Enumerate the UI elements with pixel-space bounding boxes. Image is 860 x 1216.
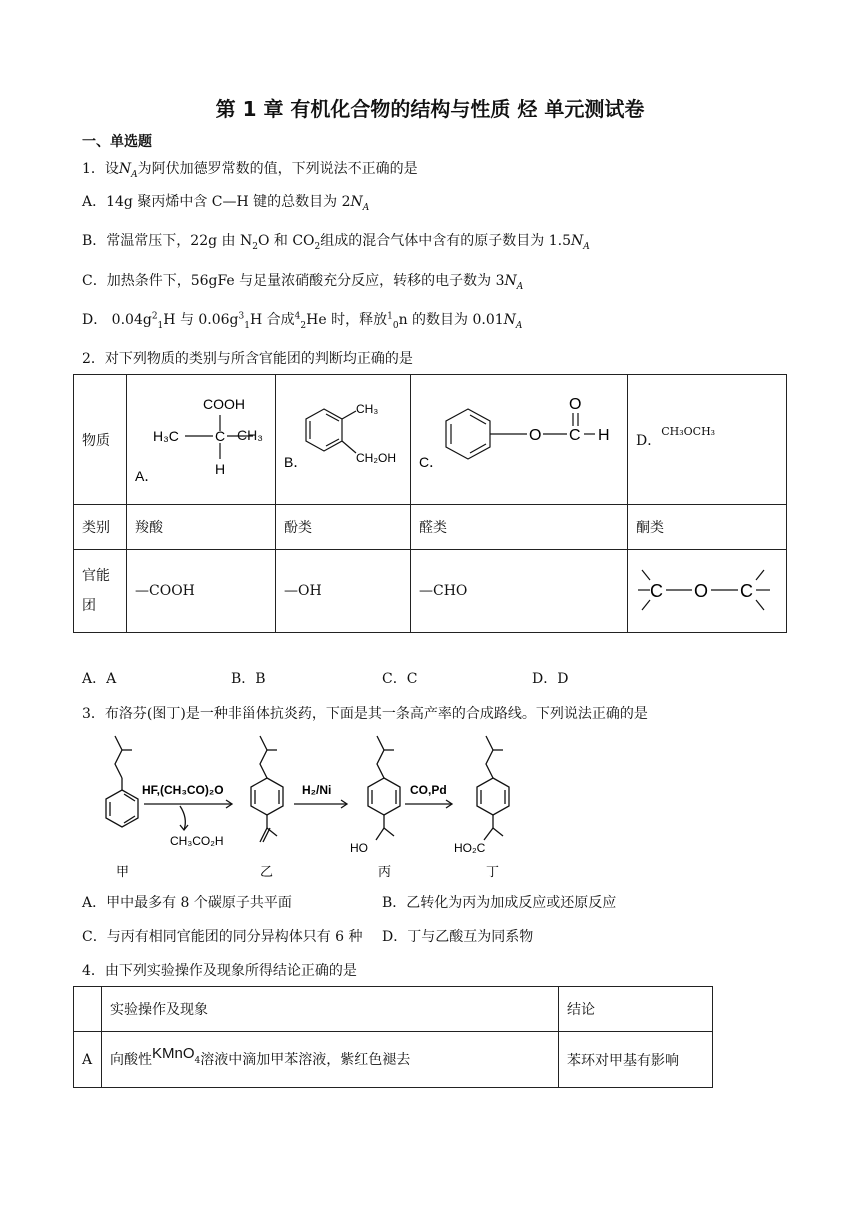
option-letter-d: D． [636,432,662,449]
row-label-substance: 物质 [74,375,127,505]
c-c: C [569,427,581,444]
group-d [628,550,787,633]
group-c: —CHO [411,550,628,633]
q4-row-op: 向酸性KMnO$_4$溶液中滴加甲苯溶液，紫红色褪去 [102,1032,559,1088]
structure-c [411,375,627,500]
class-b: 酚类 [276,505,411,550]
row-label-group: 官能团 [74,550,127,633]
ether-c1: C [650,581,663,601]
q4-header-conclusion: 结论 [559,987,713,1032]
row-label-class: 类别 [74,505,127,550]
label-ding: 丁 [486,864,500,879]
class-c: 醛类 [411,505,628,550]
q2-choice-d: D．D [532,671,569,687]
reagent-2: H₂/Ni [302,783,332,797]
option-letter-c: C． [419,454,444,470]
a-c: C [215,428,226,444]
q1-option-a: A．14g 聚丙烯中含 C—H 键的总数目为 $2N_A$ [82,194,370,213]
q4-header-blank [74,987,102,1032]
q4-row-conclusion: 苯环对甲基有影响 [559,1032,713,1088]
b-ch3: CH₃ [356,402,379,416]
q3-option-a: A．甲中最多有 8 个碳原子共平面 [82,895,292,911]
label-jia: 甲 [116,864,130,879]
q2-stem: 2．对下列物质的类别与所含官能团的判断均正确的是 [82,351,413,367]
a-h3c: H₃C [153,428,179,444]
class-a: 羧酸 [127,505,276,550]
q2-cell-c [411,375,628,505]
a-h: H [215,461,226,477]
label-yi: 乙 [260,864,274,879]
option-letter-a: A． [135,468,159,484]
q2-table [73,374,787,633]
q1-stem: 1．设$N_A$为阿伏加德罗常数的值，下列说法不正确的是 [82,161,418,180]
q3-stem: 3．布洛芬(图丁)是一种非甾体抗炎药，下面是其一条高产率的合成路线。下列说法正确的是 [82,706,648,722]
a-cooh: COOH [203,396,245,412]
reagent-3: CO,Pd [410,783,447,797]
c-o2: O [569,396,582,413]
a-ch3-label: CH₃ [237,427,263,443]
ho-label: HO [350,841,368,855]
q4-table [73,986,713,1088]
structure-b [276,375,410,500]
page-title: 第 1 章 有机化合物的结构与性质 烃 单元测试卷 [215,97,645,121]
reagent-1: HF,(CH₃CO)₂O [142,783,224,797]
q1-option-c: C．加热条件下，56gFe 与足量浓硝酸充分反应，转移的电子数为 $3N_A$ [82,273,524,292]
q3-option-d: D．丁与乙酸互为同系物 [382,929,534,945]
c-o: O [529,427,542,444]
q4-stem: 4．由下列实验操作及现象所得结论正确的是 [82,963,357,979]
option-letter-b: B． [284,454,308,470]
q2-choice-c: C．C [382,671,418,687]
b-ch2oh: CH₂OH [356,451,396,465]
q2-cell-a [127,375,276,505]
q1-option-d: D． $0.04g^2_1H$ 与 $0.06g^3_1H$ 合成$^4_2$He 时，释放$^1_0$n 的数目为 $0.01N_A$ [82,311,523,331]
q4-header-op: 实验操作及现象 [102,987,559,1032]
q3-option-b: B．乙转化为丙为加成反应或还原反应 [382,895,617,911]
d-formula: CH₃OCH₃ [661,424,716,438]
ether-group [628,550,786,628]
ether-c2: C [740,581,753,601]
q2-choice-a: A．A [82,671,117,687]
q3-option-c: C．与丙有相同官能团的同分异构体只有 6 种 [82,929,363,945]
q2-cell-d [628,375,787,505]
ether-o: O [694,581,709,601]
c-h: H [598,427,610,444]
synthesis-route [80,728,720,883]
group-b: —OH [276,550,411,633]
q2-choice-b: B．B [231,671,266,687]
group-a: —COOH [127,550,276,633]
q4-row-letter: A [74,1032,102,1088]
label-bing: 丙 [378,864,392,879]
ho2c-label: HO₂C [454,841,486,855]
class-d: 酮类 [628,505,787,550]
q2-cell-b [276,375,411,505]
byproduct: CH₃CO₂H [170,834,224,848]
section-heading: 一、单选题 [82,134,152,150]
q1-option-b: B．常温常压下，22g 由 $N_2O$ 和 $CO_2$组成的混合气体中含有的原子数目为 $1.5N_A$ [82,233,590,252]
